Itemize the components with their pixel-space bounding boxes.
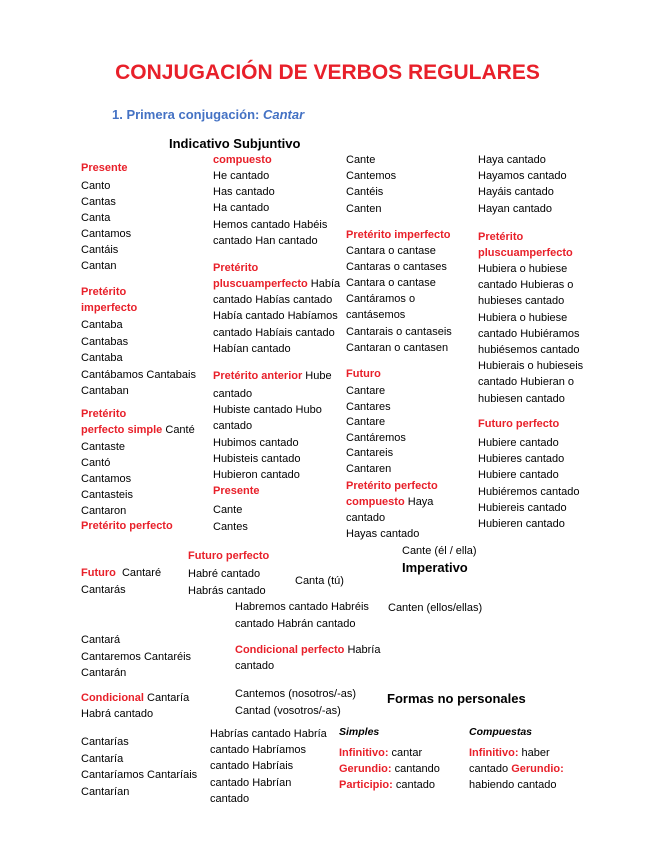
formas-compuestas: Compuestas [469,726,533,738]
formas-simples: Simples [339,726,380,738]
imperativo-heading: Imperativo [402,560,468,575]
formas-ger2 [469,761,564,777]
c3-perf-comp-first: Haya [404,496,434,508]
c2-anterior-item: cantado [213,388,253,400]
c2-plusc-line [213,276,340,292]
c1-condicional2-item: Cantarían [81,785,130,798]
c2-fut-perf-item: Habré cantado [188,568,261,580]
formas-c-line3: habiendo cantado [469,779,557,791]
c2-habrias-item: cantado Habríamos [210,744,306,757]
formas-inf2-value: haber [518,747,550,759]
c4-plusc-item: hubieses cantado [478,295,565,308]
c2-plusc-first: Había [307,278,341,290]
section-heading-prefix: 1. Primera conjugación: [112,107,263,122]
c2-anterior-item: Hubiste cantado Hubo [213,404,322,417]
c1-imperfecto-item: Cantábamos Cantabais [81,368,196,381]
c4-fut-perf-item: Hubiere cantado [478,469,559,482]
c3-presente-item: Cante [346,154,376,166]
c2-anterior-item: cantado [213,420,253,433]
c3-imperf-item: Cantaran o cantasen [346,341,449,354]
c1-presente-item: Cantan [81,260,117,272]
c4-fut-perf-item: Hubiere cantado [478,437,559,449]
c1-presente-item: Cantamos [81,228,132,240]
c4-plusc-item: hubiesen cantado [478,392,565,405]
section-heading-verb: Cantar [263,107,305,122]
c2-cond-perf-line [235,642,380,658]
formas-c-line2: cantado [469,763,512,775]
c3-futuro-item: Cantáremos [346,431,406,444]
c4-haya-item: Hayamos cantado [478,170,567,183]
c1-perf-simple-item: Cantaste [81,441,126,453]
c1-perf-simple-heading-1: Pretérito [81,408,127,420]
c1-futuro2-item: Cantaremos Cantaréis [81,650,192,663]
c4-fut-perf-item: Hubiéremos cantado [478,485,580,498]
c3-perf-comp-item: Hayas cantado [346,528,420,540]
c3-imperf-item: Cantara o cantase [346,245,436,257]
c3-futuro-item: Cantaren [346,462,392,475]
c3-futuro-item: Cantares [346,400,391,413]
c2-presente-item: Cantes [213,520,248,533]
formas-inf2-label: Infinitivo: [469,747,519,759]
c1-perf-simple-item: Cantó [81,457,111,469]
c3-presente-item: Cantemos [346,170,397,183]
c2-plusc-item: Había cantado Habíamos [213,310,338,323]
formas-ger-value: cantando [391,763,440,775]
imp-canten: Canten (ellos/ellas) [388,602,483,614]
c3-futuro-item: Cantare [346,385,386,397]
c2-habrias-item: cantado Habríais [210,760,294,773]
c2-habrias-item: Habrías cantado Habría [210,728,327,740]
c1-perf-simple-item: Cantaron [81,505,127,517]
c2-habremos-item: cantado Habrán cantado [235,617,356,630]
c4-plusc-item: Hubiera o hubiese [478,263,568,275]
c4-haya-item: Haya cantado [478,154,546,166]
c4-haya-item: Hayáis cantado [478,186,554,199]
c3-imperf-item: Cantáramos o [346,293,416,306]
c1-imperfecto-item: Cantabas [81,335,129,348]
c3-imperf-item: Cantaras o cantases [346,261,447,274]
c3-futuro-item: Cantareis [346,447,394,459]
c2-plusc-heading-2: pluscuamperfecto [213,278,308,290]
c2-habrias-item: cantado [210,792,250,805]
c3-presente-item: Cantéis [346,186,384,199]
page-title: CONJUGACIÓN DE VERBOS REGULARES [115,61,540,84]
c4-plusc-heading-1: Pretérito [478,231,524,243]
imp-cantad: Cantad (vosotros/-as) [235,705,341,717]
c1-condicional-first: Cantaría [143,692,190,704]
c3-perf-comp-heading-2: compuesto [346,496,405,508]
c2-cond-perf-item: cantado [235,660,275,672]
c3-perf-comp-heading-1: Pretérito perfecto [346,480,438,492]
c1-presente-item: Cantas [81,196,116,208]
c2-habrias-item: cantado Habrían [210,776,292,789]
c4-plusc-item: Hubiera o hubiese [478,311,568,324]
c2-anterior-first: Hube [302,370,332,382]
c3-perf-comp-item: cantado [346,512,386,524]
c1-perf-simple-item: Cantasteis [81,489,133,501]
c1-condicional2-item: Cantaría [81,752,124,765]
formas-inf [339,745,422,761]
c4-fut-perf-item: Hubieres cantado [478,453,565,466]
c1-condicional2-item: Cantarías [81,736,129,748]
c1-imperfecto-heading-1: Pretérito [81,286,127,298]
c1-imperfecto-heading-2: imperfecto [81,302,138,314]
c2-anterior-item: Hubieron cantado [213,469,300,481]
c1-futuro-heading: Futuro [81,567,116,579]
c1-condicional-heading: Condicional [81,692,144,704]
c1-perf-simple-first: Canté [162,424,195,436]
indicativo-subjuntivo-heading: Indicativo Subjuntivo [169,136,301,151]
c1-perf-simple-line [81,422,195,438]
formas-par-label: Participio: [339,779,393,791]
c2-compuesto-item: Ha cantado [213,202,270,215]
c3-presente-item: Canten [346,202,382,215]
c3-imperf-item: cantásemos [346,309,406,322]
c4-plusc-heading-2: pluscuamperfecto [478,247,573,259]
c2-fut-perf-heading: Futuro perfecto [188,550,270,562]
c1-perf-simple-item: Cantamos [81,473,132,485]
c2-anterior-item: Hubisteis cantado [213,452,301,465]
c2-plusc-heading-1: Pretérito [213,262,259,274]
c1-futuro-first: Cantaré [115,567,162,579]
c2-cond-perf-heading: Condicional perfecto [235,644,345,656]
c4-plusc-item: cantado Hubieras o [478,279,574,292]
c1-futuro2-item: Cantará [81,634,121,646]
c1-presente-item: Canto [81,180,111,192]
c1-futuro2-item: Cantarán [81,667,127,679]
c2-compuesto-heading: compuesto [213,154,272,166]
c1-condicional2-item: Cantaríamos Cantaríais [81,769,198,781]
formas-ger2-label: Gerundio: [511,763,564,775]
c2-plusc-item: cantado Habías cantado [213,294,333,306]
c4-plusc-item: cantado Hubiéramos [478,327,580,340]
imp-cante: Cante (él / ella) [402,545,477,557]
c1-futuro-item: Cantarás [81,584,126,596]
formas-par-value: cantado [392,779,435,791]
c2-compuesto-item: Has cantado [213,186,275,199]
c1-futuro-line [81,565,161,581]
c3-imperf-item: Cantara o cantase [346,277,436,290]
c4-fut-perf-heading: Futuro perfecto [478,418,560,430]
c1-perf-heading: Pretérito perfecto [81,520,173,532]
c1-presente-item: Canta [81,212,111,224]
section-heading [112,107,304,123]
c1-condicional-line [81,690,189,706]
c2-compuesto-item: He cantado [213,170,270,182]
imp-cantemos: Cantemos (nosotros/-as) [235,688,357,700]
c2-anterior-line [213,368,332,384]
c3-imperf-heading: Pretérito imperfecto [346,229,451,241]
c4-plusc-item: hubiésemos cantado [478,344,580,356]
c4-haya-item: Hayan cantado [478,202,552,215]
c1-imperfecto-item: Cantaba [81,319,123,331]
c1-presente-item: Cantáis [81,244,119,256]
imp-canta: Canta (tú) [295,575,344,587]
c2-fut-perf-item: Habrás cantado [188,584,266,597]
formas-ger-label: Gerundio: [339,763,392,775]
c3-imperf-item: Cantarais o cantaseis [346,325,452,338]
c2-compuesto-item: cantado Han cantado [213,234,318,247]
c2-compuesto-item: Hemos cantado Habéis [213,218,328,231]
c1-perf-simple-heading-2: perfecto simple [81,424,163,436]
formas-inf-label: Infinitivo: [339,747,389,759]
c1-imperfecto-item: Cantaba [81,352,123,364]
c4-fut-perf-item: Hubieren cantado [478,518,565,530]
c4-fut-perf-item: Hubiereis cantado [478,501,567,514]
formas-inf-value: cantar [388,747,423,759]
formas-inf2 [469,745,550,761]
formas-ger [339,761,440,777]
c2-plusc-item: Habían cantado [213,342,291,355]
c2-presente-heading: Presente [213,485,260,497]
c1-imperfecto-item: Cantaban [81,385,129,397]
c3-perf-comp-line [346,494,433,510]
c1-condicional-line2: Habrá cantado [81,708,154,720]
c1-presente-heading: Presente [81,162,128,174]
c2-anterior-heading: Pretérito anterior [213,370,303,382]
c2-plusc-item: cantado Habíais cantado [213,326,335,339]
c3-futuro-item: Cantare [346,416,386,428]
formas-heading: Formas no personales [387,691,526,706]
c3-futuro-heading: Futuro [346,368,381,380]
c2-anterior-item: Hubimos cantado [213,436,299,449]
c2-cond-perf-first: Habría [344,644,381,656]
c2-habremos-item: Habremos cantado Habréis [235,601,369,613]
formas-par [339,777,435,793]
c4-plusc-item: cantado Hubieran o [478,376,575,389]
c2-presente-item: Cante [213,504,243,516]
c4-plusc-item: Hubierais o hubieseis [478,360,584,373]
